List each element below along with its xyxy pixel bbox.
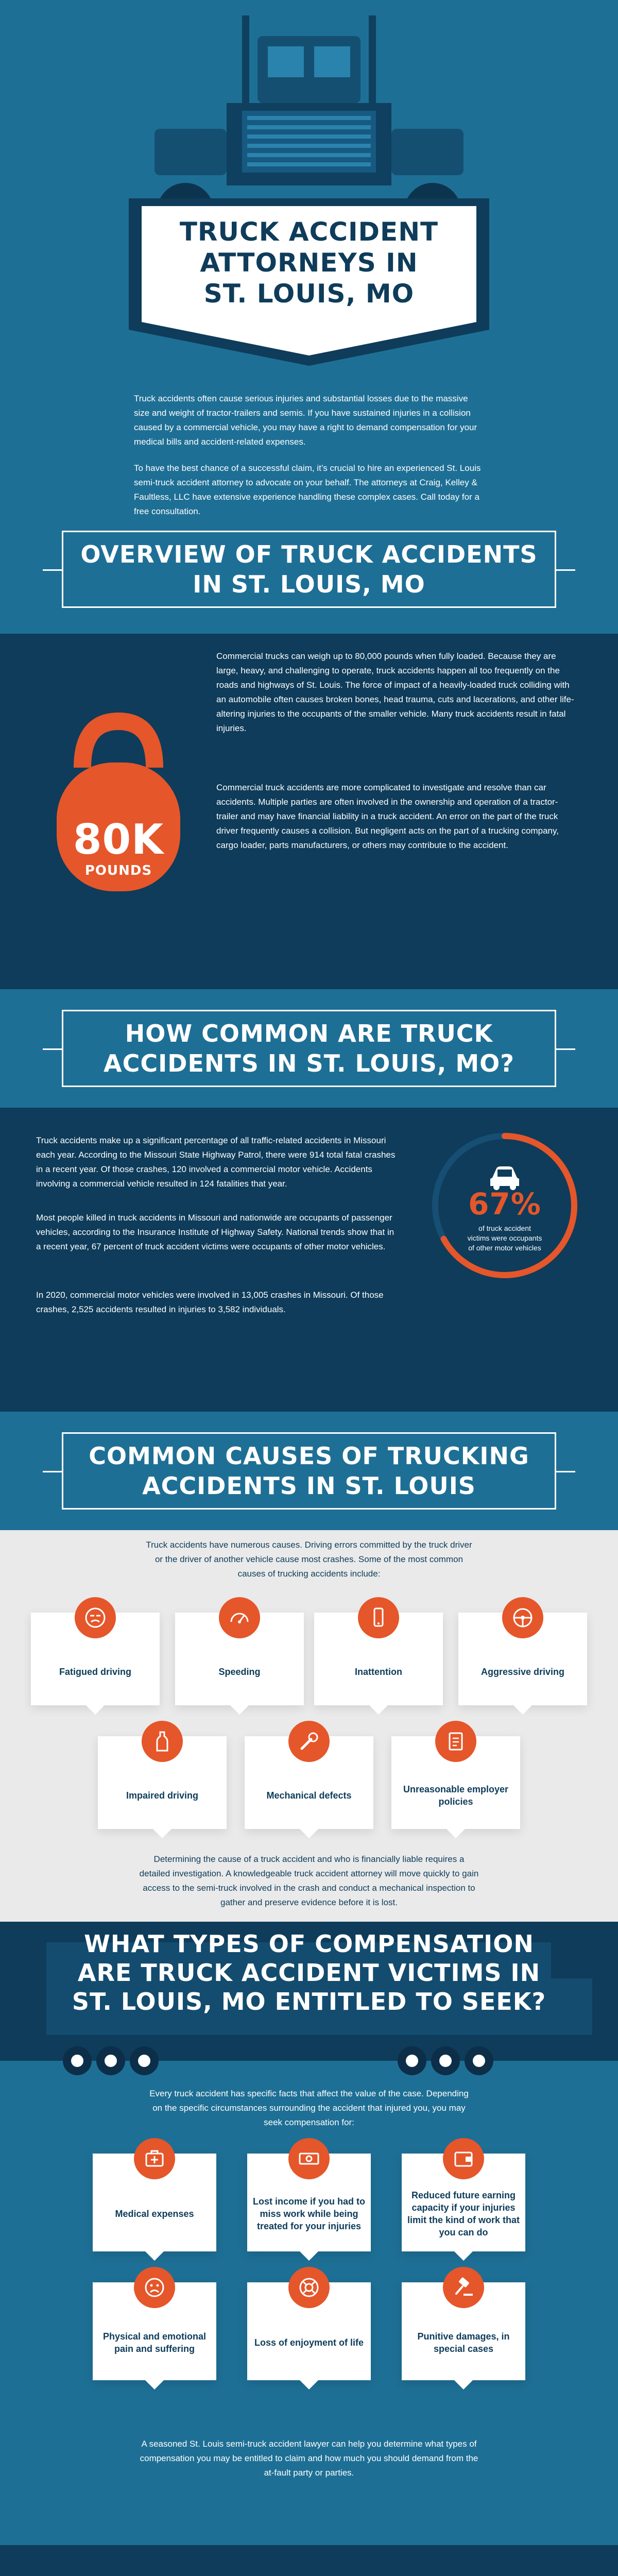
hero-title: [154, 216, 464, 309]
compensation-section: [0, 1922, 618, 2545]
weight-value: 80K: [73, 816, 164, 863]
intro-paragraph-2: To have the best chance of a successful claim, it’s crucial to hire an experienced St. Louis semi-truck accident attorney to advocate on your behalf. The attorneys at Craig, Kelley & Faultless, LLC have extensive experience handling these complex cases. Call today for a free consultation.: [134, 463, 481, 515]
comp-card-earning-capacity: [402, 2154, 525, 2251]
compensation-title: [52, 1929, 566, 2016]
comp-card-medical: [93, 2154, 216, 2251]
speedometer-icon: [219, 1597, 260, 1638]
title-shield: [0, 0, 618, 371]
common-paragraph-2: Most people killed in truck accidents in Missouri and nationwide are occupants of passenger vehicles, according to the Insurance Institute of Highway Safety. National trends show that in a recent year, 67 percent of truck accident victims were occupants of other motor vehicles.: [36, 1213, 394, 1251]
cause-label: Speeding: [218, 1667, 261, 1677]
comp-card-pain: [93, 2282, 216, 2380]
causes-section: [0, 1412, 618, 1922]
common-panel: [0, 1108, 618, 1412]
causes-title: [62, 1432, 556, 1510]
truck-wheels: [0, 2045, 618, 2081]
cause-card-fatigued: [31, 1613, 160, 1705]
medical-kit-icon: [134, 2138, 175, 2179]
overview-title-line-2: IN ST. LOUIS, MO: [193, 570, 425, 598]
causes-title-line-2: ACCIDENTS IN ST. LOUIS: [142, 1472, 476, 1500]
overview-title: [62, 531, 556, 608]
stat-caption: [427, 1224, 582, 1253]
comp-label: Physical and emotional pain and suffering: [102, 2331, 207, 2354]
overview-panel: [0, 634, 618, 989]
common-paragraph-3: In 2020, commercial motor vehicles were involved in 13,005 crashes in Missouri. Of those crashes, 2,525 accidents resulted in injuries to 3,582 individuals.: [36, 1290, 384, 1314]
tired-face-icon: [75, 1597, 116, 1638]
comp-label: Punitive damages, in special cases: [417, 2331, 510, 2354]
causes-intro: Truck accidents have numerous causes. Driving errors committed by the truck driver or the driver of another vehicle cause most crashes. Some of the most common causes of trucking accidents include:: [146, 1540, 472, 1579]
phone-icon: [358, 1597, 399, 1638]
cause-label: Impaired driving: [126, 1790, 199, 1801]
hero-title-line-2: ATTORNEYS IN: [200, 248, 418, 278]
cause-card-inattention: [314, 1613, 443, 1705]
hero-title-line-3: ST. LOUIS, MO: [203, 279, 415, 309]
comp-label: Lost income if you had to miss work while being treated for your injuries: [252, 2196, 365, 2231]
comp-card-lost-income: [247, 2154, 371, 2251]
hero-title-line-1: TRUCK ACCIDENT: [179, 217, 439, 247]
cause-label: Inattention: [355, 1667, 402, 1677]
compensation-title-line-2: ARE TRUCK ACCIDENT VICTIMS IN: [77, 1959, 541, 1987]
contact-section: [0, 2545, 618, 2576]
comp-label: Medical expenses: [115, 2208, 194, 2219]
causes-title-line-1: COMMON CAUSES OF TRUCKING: [89, 1442, 529, 1470]
cause-label: Mechanical defects: [266, 1790, 352, 1801]
overview-paragraph-2: Commercial truck accidents are more complicated to investigate and resolve than car accidents. Multiple parties are often involved in the ownership and operation of a tractor-trailer and may have financial liability in a truck accident. An error on the part of the truck driver frequently causes a collision. But negligent acts on the part of a trucking company, cargo loader, parts manufacturers, or others may contribute to the accident.: [216, 783, 559, 850]
overview-title-line-1: OVERVIEW OF TRUCK ACCIDENTS: [80, 540, 538, 568]
common-title-line-2: ACCIDENTS IN ST. LOUIS, MO?: [104, 1049, 514, 1077]
sad-face-icon: [134, 2267, 175, 2308]
cause-card-employer: [391, 1736, 520, 1829]
clipboard-icon: [435, 1721, 476, 1762]
intro-paragraph-1: Truck accidents often cause serious injuries and substantial losses due to the massive size and weight of tractor-trailers and semis. If you have sustained injuries in a collision caused by a commercial vehicle, you may have a right to demand compensation for your medical bills and accident-related expenses.: [134, 394, 477, 447]
comp-label: Reduced future earning capacity if your injuries limit the kind of work that you can do: [407, 2190, 520, 2238]
common-title: [62, 1010, 556, 1087]
causes-panel: [0, 1530, 618, 1922]
money-icon: [288, 2138, 330, 2179]
weight-unit: POUNDS: [84, 863, 152, 878]
compensation-title-line-1: WHAT TYPES OF COMPENSATION: [84, 1930, 534, 1958]
cause-card-mechanical: [245, 1736, 373, 1829]
cause-card-aggressive: [458, 1613, 587, 1705]
hero-section: [0, 0, 618, 371]
cause-card-speeding: [175, 1613, 304, 1705]
comp-label: Loss of enjoyment of life: [254, 2337, 364, 2348]
comp-card-punitive: [402, 2282, 525, 2380]
comp-card-enjoyment: [247, 2282, 371, 2380]
cause-label: Unreasonable employer policies: [403, 1784, 509, 1807]
stat-caption-line-1: of truck accident: [478, 1224, 531, 1232]
overview-paragraph-1: Commercial trucks can weigh up to 80,000 pounds when fully loaded. Because they are large, heavy, and challenging to operate, truck accidents happen all too frequently on the roads and highways of St. Louis. The force of impact of a heavily-loaded truck colliding with an automobile often causes broken bones, head trauma, cuts and lacerations, and other life-altering injuries to the occupants of the smaller vehicle. Many truck accidents result in fatal injuries.: [216, 651, 574, 733]
wrench-icon: [288, 1721, 330, 1762]
overview-section: [0, 515, 618, 989]
common-section: [0, 989, 618, 1412]
cause-card-impaired: [98, 1736, 227, 1829]
compensation-title-line-3: ST. LOUIS, MO ENTITLED TO SEEK?: [72, 1988, 546, 2015]
stat-caption-line-2: victims were occupants: [467, 1234, 542, 1242]
steering-wheel-icon: [502, 1597, 543, 1638]
common-title-line-1: HOW COMMON ARE TRUCK: [125, 1020, 493, 1047]
stat-value: 67%: [468, 1187, 541, 1222]
intro-section: [0, 371, 618, 515]
common-paragraph-1: Truck accidents make up a significant percentage of all traffic-related accidents in Missouri each year. According to the Missouri State Highway Patrol, there were 914 total fatal crashes in a recent year. Of those crashes, 120 involved a commercial motor vehicle. Accidents involving a commercial vehicle resulted in 124 fatalities that year.: [36, 1136, 396, 1189]
gavel-icon: [443, 2267, 484, 2308]
stat-caption-line-3: of other motor vehicles: [468, 1244, 541, 1252]
wallet-icon: [443, 2138, 484, 2179]
cause-label: Aggressive driving: [480, 1667, 565, 1677]
beer-bottle-icon: [142, 1721, 183, 1762]
compensation-outro: A seasoned St. Louis semi-truck accident lawyer can help you determine what types of compensation you may be entitled to claim and how much you should demand from the at-fault party or parties.: [140, 2439, 478, 2478]
lifebuoy-icon: [288, 2267, 330, 2308]
cause-label: Fatigued driving: [59, 1667, 131, 1677]
compensation-header: [0, 1922, 618, 2061]
causes-outro: Determining the cause of a truck accident and who is financially liable requires a detailed investigation. A knowledgeable truck accident attorney will move quickly to gain access to the semi-truck involved in the crash and conduct a mechanical inspection to gather and preserve evidence before it is lost.: [139, 1854, 479, 1907]
compensation-intro: Every truck accident has specific facts that affect the value of the case. Depending on the specific circumstances surrounding the accident that injured you, you may seek compensation for:: [149, 2089, 469, 2127]
